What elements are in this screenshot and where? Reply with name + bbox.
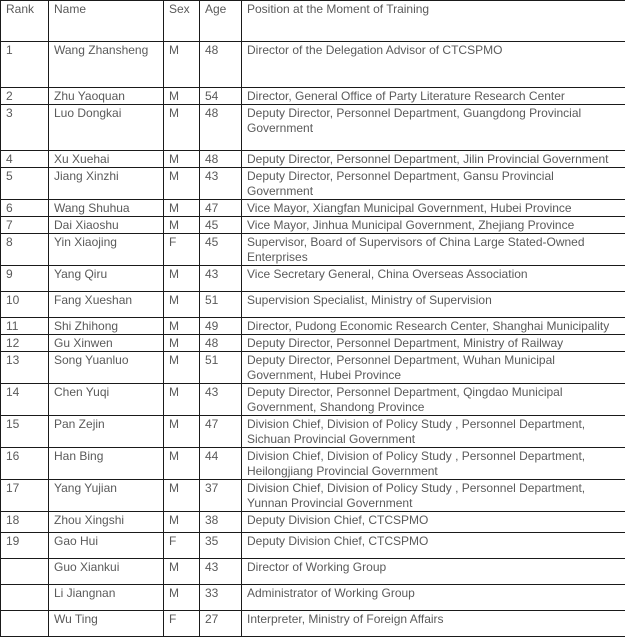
position-cell: Division Chief, Division of Policy Study , Personnel Department, Yunnan Provincial Government <box>242 480 625 512</box>
sex-cell: M <box>164 151 200 168</box>
age-cell: 45 <box>200 234 242 266</box>
age-cell: 49 <box>200 318 242 335</box>
table-row <box>1 105 625 151</box>
sex-cell: M <box>164 512 200 533</box>
table-row <box>1 448 625 480</box>
table-row <box>1 200 625 217</box>
position-cell: Deputy Director, Personnel Department, Guangdong Provincial Government <box>242 105 625 151</box>
age-cell: 43 <box>200 559 242 585</box>
sex-cell: M <box>164 448 200 480</box>
sex-cell: M <box>164 318 200 335</box>
header-age: Age <box>200 1 242 42</box>
sex-cell: M <box>164 88 200 105</box>
rank-cell: 1 <box>1 42 49 88</box>
rank-cell: 4 <box>1 151 49 168</box>
rank-cell: 12 <box>1 335 49 352</box>
position-cell: Director of Working Group <box>242 559 625 585</box>
name-cell: Gu Xinwen <box>49 335 164 352</box>
rank-cell: 14 <box>1 384 49 416</box>
header-row <box>1 1 625 42</box>
position-cell: Director, General Office of Party Literature Research Center <box>242 88 625 105</box>
name-cell: Yang Yujian <box>49 480 164 512</box>
table-row <box>1 42 625 88</box>
table-row <box>1 585 625 611</box>
sex-cell: M <box>164 105 200 151</box>
sex-cell: F <box>164 611 200 637</box>
rank-cell: 17 <box>1 480 49 512</box>
name-cell: Li Jiangnan <box>49 585 164 611</box>
name-cell: Xu Xuehai <box>49 151 164 168</box>
name-cell: Yang Qiru <box>49 266 164 292</box>
table-row <box>1 352 625 384</box>
rank-cell: 6 <box>1 200 49 217</box>
age-cell: 47 <box>200 200 242 217</box>
sex-cell: M <box>164 384 200 416</box>
position-cell: Vice Secretary General, China Overseas Association <box>242 266 625 292</box>
rank-cell: 19 <box>1 533 49 559</box>
header-rank: Rank <box>1 1 49 42</box>
rank-cell: 9 <box>1 266 49 292</box>
table-row <box>1 217 625 234</box>
position-cell: Supervisor, Board of Supervisors of China Large Stated-Owned Enterprises <box>242 234 625 266</box>
name-cell: Gao Hui <box>49 533 164 559</box>
age-cell: 37 <box>200 480 242 512</box>
position-cell: Deputy Director, Personnel Department, Gansu Provincial Government <box>242 168 625 200</box>
sex-cell: M <box>164 168 200 200</box>
table-row <box>1 234 625 266</box>
sex-cell: M <box>164 352 200 384</box>
table-row <box>1 88 625 105</box>
age-cell: 38 <box>200 512 242 533</box>
name-cell: Yin Xiaojing <box>49 234 164 266</box>
rank-cell <box>1 611 49 637</box>
name-cell: Zhu Yaoquan <box>49 88 164 105</box>
table-row <box>1 384 625 416</box>
age-cell: 48 <box>200 151 242 168</box>
rank-cell: 7 <box>1 217 49 234</box>
sex-cell: M <box>164 292 200 318</box>
table-row <box>1 335 625 352</box>
header-name: Name <box>49 1 164 42</box>
age-cell: 54 <box>200 88 242 105</box>
sex-cell: M <box>164 480 200 512</box>
age-cell: 51 <box>200 352 242 384</box>
name-cell: Song Yuanluo <box>49 352 164 384</box>
sex-cell: M <box>164 266 200 292</box>
position-cell: Vice Mayor, Jinhua Municipal Government, Zhejiang Province <box>242 217 625 234</box>
header-position: Position at the Moment of Training <box>242 1 625 42</box>
rank-cell: 16 <box>1 448 49 480</box>
table-row <box>1 611 625 637</box>
position-cell: Division Chief, Division of Policy Study , Personnel Department, Heilongjiang Provincial Government <box>242 448 625 480</box>
position-cell: Deputy Director, Personnel Department, Wuhan Municipal Government, Hubei Province <box>242 352 625 384</box>
rank-cell: 18 <box>1 512 49 533</box>
rank-cell: 11 <box>1 318 49 335</box>
rank-cell: 15 <box>1 416 49 448</box>
table-row <box>1 416 625 448</box>
position-cell: Deputy Division Chief, CTCSPMO <box>242 533 625 559</box>
age-cell: 48 <box>200 42 242 88</box>
sex-cell: M <box>164 416 200 448</box>
age-cell: 43 <box>200 168 242 200</box>
header-sex: Sex <box>164 1 200 42</box>
table-row <box>1 480 625 512</box>
position-cell: Supervision Specialist, Ministry of Supervision <box>242 292 625 318</box>
rank-cell: 3 <box>1 105 49 151</box>
table-row <box>1 533 625 559</box>
name-cell: Pan Zejin <box>49 416 164 448</box>
name-cell: Dai Xiaoshu <box>49 217 164 234</box>
name-cell: Han Bing <box>49 448 164 480</box>
sex-cell: M <box>164 42 200 88</box>
age-cell: 48 <box>200 105 242 151</box>
name-cell: Guo Xiankui <box>49 559 164 585</box>
sex-cell: M <box>164 200 200 217</box>
table-row <box>1 151 625 168</box>
position-cell: Vice Mayor, Xiangfan Municipal Government, Hubei Province <box>242 200 625 217</box>
position-cell: Deputy Division Chief, CTCSPMO <box>242 512 625 533</box>
name-cell: Wang Shuhua <box>49 200 164 217</box>
rank-cell: 13 <box>1 352 49 384</box>
age-cell: 47 <box>200 416 242 448</box>
position-cell: Deputy Director, Personnel Department, Ministry of Railway <box>242 335 625 352</box>
table-row <box>1 292 625 318</box>
name-cell: Chen Yuqi <box>49 384 164 416</box>
sex-cell: M <box>164 559 200 585</box>
name-cell: Shi Zhihong <box>49 318 164 335</box>
sex-cell: M <box>164 217 200 234</box>
table-row <box>1 318 625 335</box>
rank-cell <box>1 559 49 585</box>
position-cell: Director of the Delegation Advisor of CTCSPMO <box>242 42 625 88</box>
name-cell: Fang Xueshan <box>49 292 164 318</box>
age-cell: 35 <box>200 533 242 559</box>
age-cell: 27 <box>200 611 242 637</box>
age-cell: 48 <box>200 335 242 352</box>
position-cell: Director, Pudong Economic Research Center, Shanghai Municipality <box>242 318 625 335</box>
age-cell: 43 <box>200 384 242 416</box>
name-cell: Jiang Xinzhi <box>49 168 164 200</box>
sex-cell: M <box>164 585 200 611</box>
position-cell: Deputy Director, Personnel Department, Jilin Provincial Government <box>242 151 625 168</box>
table-row <box>1 559 625 585</box>
table-row <box>1 266 625 292</box>
name-cell: Luo Dongkai <box>49 105 164 151</box>
position-cell: Interpreter, Ministry of Foreign Affairs <box>242 611 625 637</box>
age-cell: 44 <box>200 448 242 480</box>
sex-cell: F <box>164 234 200 266</box>
sex-cell: F <box>164 533 200 559</box>
rank-cell: 5 <box>1 168 49 200</box>
table-row <box>1 512 625 533</box>
rank-cell <box>1 585 49 611</box>
name-cell: Wang Zhansheng <box>49 42 164 88</box>
age-cell: 43 <box>200 266 242 292</box>
rank-cell: 10 <box>1 292 49 318</box>
position-cell: Division Chief, Division of Policy Study , Personnel Department, Sichuan Provincial Government <box>242 416 625 448</box>
name-cell: Zhou Xingshi <box>49 512 164 533</box>
age-cell: 51 <box>200 292 242 318</box>
table-row <box>1 168 625 200</box>
position-cell: Administrator of Working Group <box>242 585 625 611</box>
age-cell: 33 <box>200 585 242 611</box>
position-cell: Deputy Director, Personnel Department, Qingdao Municipal Government, Shandong Province <box>242 384 625 416</box>
sex-cell: M <box>164 335 200 352</box>
name-cell: Wu Ting <box>49 611 164 637</box>
rank-cell: 2 <box>1 88 49 105</box>
age-cell: 45 <box>200 217 242 234</box>
rank-cell: 8 <box>1 234 49 266</box>
